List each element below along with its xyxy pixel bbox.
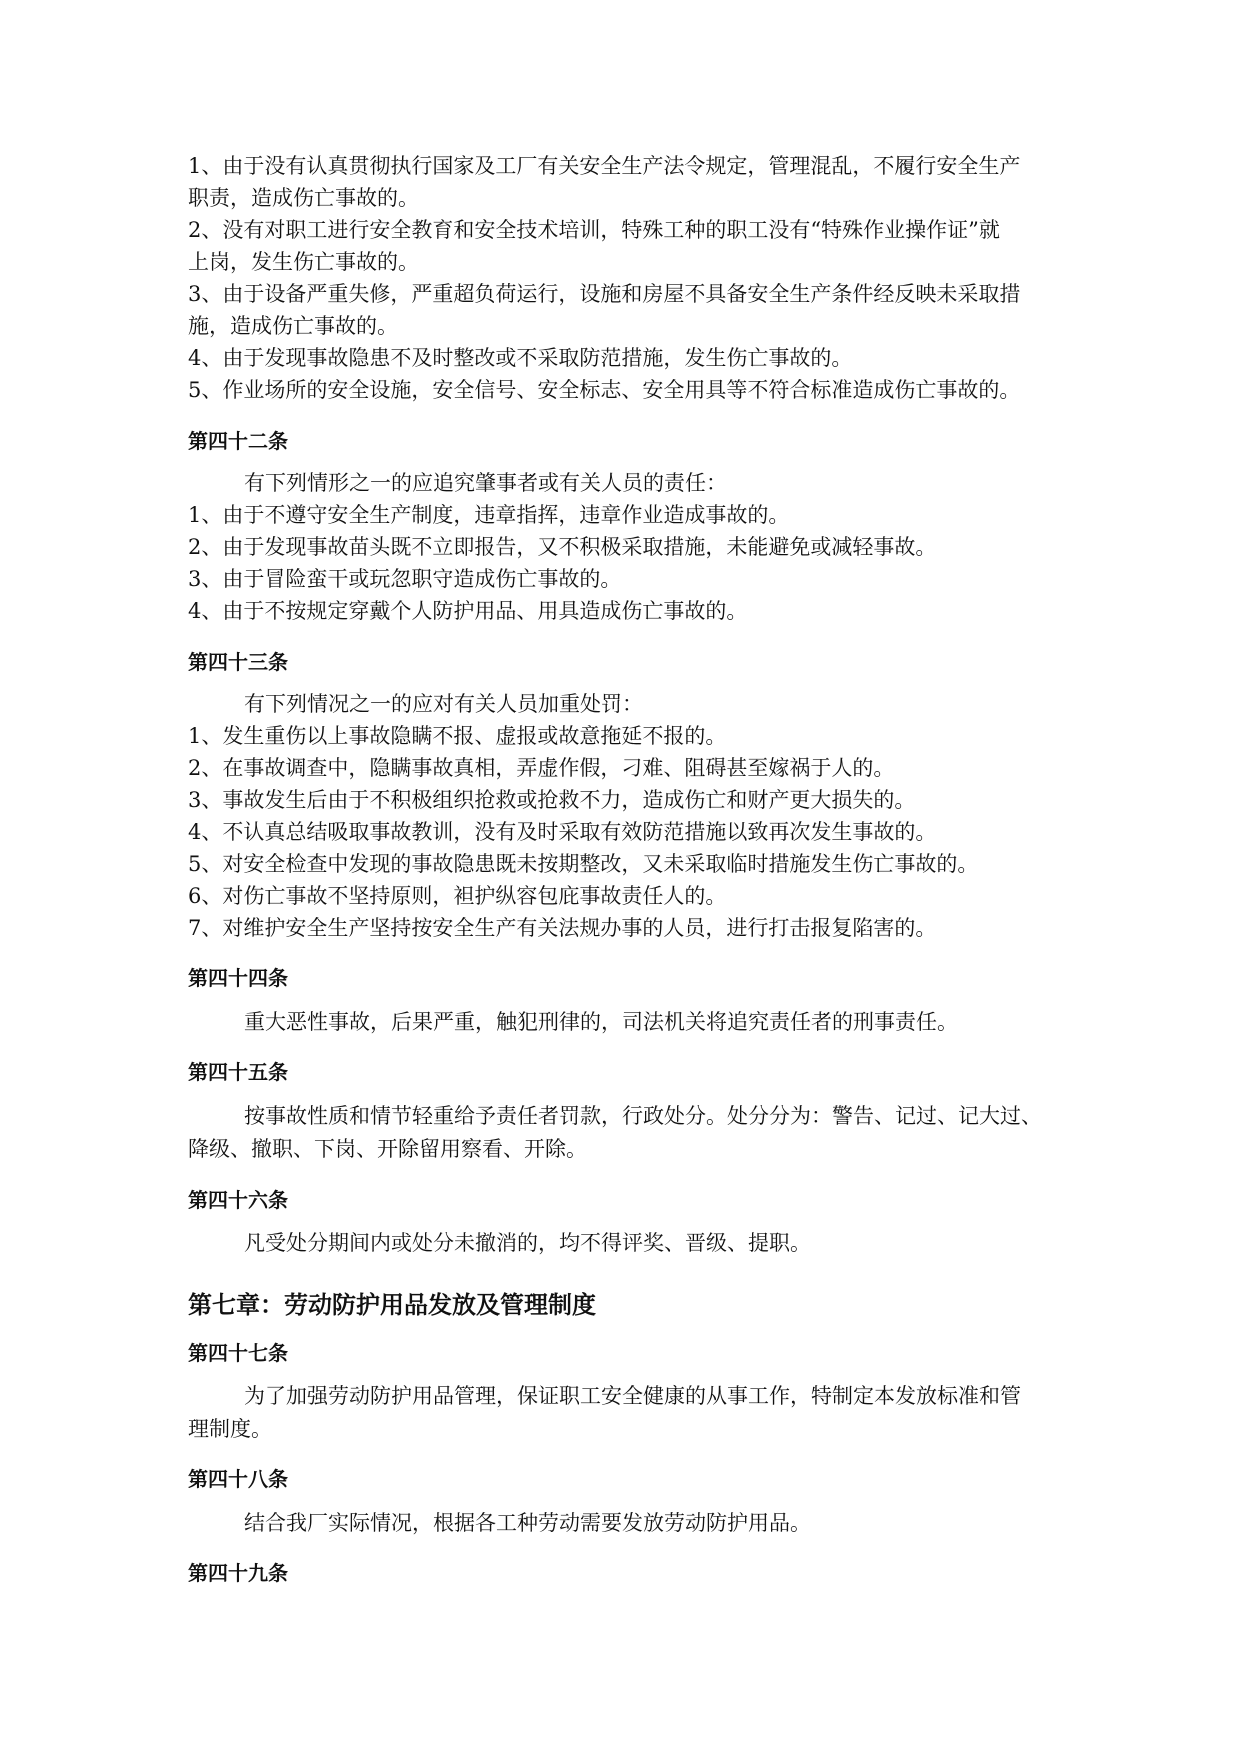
list-item: 4、由于发现事故隐患不及时整改或不采取防范措施，发生伤亡事故的。 bbox=[188, 346, 853, 370]
list-item: 3、由于设备严重失修，严重超负荷运行，设施和房屋不具备安全生产条件经反映未采取措 bbox=[188, 282, 1021, 306]
list-item: 施，造成伤亡事故的。 bbox=[188, 314, 398, 338]
article-heading: 第四十九条 bbox=[188, 1561, 288, 1585]
list-item: 4、不认真总结吸取事故教训，没有及时采取有效防范措施以致再次发生事故的。 bbox=[188, 820, 937, 844]
article-text: 结合我厂实际情况，根据各工种劳动需要发放劳动防护用品。 bbox=[244, 1511, 811, 1535]
article-heading: 第四十七条 bbox=[188, 1341, 288, 1365]
list-item: 3、事故发生后由于不积极组织抢救或抢救不力，造成伤亡和财产更大损失的。 bbox=[188, 788, 916, 812]
article-text: 重大恶性事故，后果严重，触犯刑律的，司法机关将追究责任者的刑事责任。 bbox=[244, 1010, 958, 1034]
list-item: 1、发生重伤以上事故隐瞒不报、虚报或故意拖延不报的。 bbox=[188, 724, 727, 748]
article-heading: 第四十五条 bbox=[188, 1060, 288, 1084]
list-item: 上岗，发生伤亡事故的。 bbox=[188, 250, 419, 274]
article-heading: 第四十二条 bbox=[188, 429, 288, 453]
article-text: 凡受处分期间内或处分未撤消的，均不得评奖、晋级、提职。 bbox=[244, 1231, 811, 1255]
list-item: 4、由于不按规定穿戴个人防护用品、用具造成伤亡事故的。 bbox=[188, 599, 748, 623]
list-item: 2、由于发现事故苗头既不立即报告，又不积极采取措施，未能避免或减轻事故。 bbox=[188, 535, 937, 559]
article-text: 为了加强劳动防护用品管理，保证职工安全健康的从事工作，特制定本发放标准和管 bbox=[244, 1384, 1021, 1408]
list-item: 1、由于没有认真贯彻执行国家及工厂有关安全生产法令规定，管理混乱，不履行安全生产 bbox=[188, 154, 1021, 178]
list-item: 2、在事故调查中，隐瞒事故真相，弄虚作假，刁难、阻碍甚至嫁祸于人的。 bbox=[188, 756, 895, 780]
chapter-title: 第七章：劳动防护用品发放及管理制度 bbox=[188, 1291, 596, 1319]
article-heading: 第四十四条 bbox=[188, 966, 288, 990]
list-item: 3、由于冒险蛮干或玩忽职守造成伤亡事故的。 bbox=[188, 567, 622, 591]
list-item: 6、对伤亡事故不坚持原则，袒护纵容包庇事故责任人的。 bbox=[188, 884, 727, 908]
list-item: 2、没有对职工进行安全教育和安全技术培训，特殊工种的职工没有“特殊作业操作证”就 bbox=[188, 218, 1000, 242]
list-item: 5、作业场所的安全设施，安全信号、安全标志、安全用具等不符合标准造成伤亡事故的。 bbox=[188, 378, 1021, 402]
article-heading: 第四十八条 bbox=[188, 1467, 288, 1491]
list-item: 职责，造成伤亡事故的。 bbox=[188, 186, 419, 210]
article-text: 按事故性质和情节轻重给予责任者罚款，行政处分。处分分为：警告、记过、记大过、 bbox=[244, 1104, 1042, 1128]
list-item: 7、对维护安全生产坚持按安全生产有关法规办事的人员，进行打击报复陷害的。 bbox=[188, 916, 937, 940]
article-heading: 第四十三条 bbox=[188, 650, 288, 674]
article-text: 降级、撤职、下岗、开除留用察看、开除。 bbox=[188, 1137, 587, 1161]
article-intro: 有下列情形之一的应追究肇事者或有关人员的责任： bbox=[244, 471, 727, 495]
article-heading: 第四十六条 bbox=[188, 1188, 288, 1212]
list-item: 5、对安全检查中发现的事故隐患既未按期整改，又未采取临时措施发生伤亡事故的。 bbox=[188, 852, 979, 876]
article-text: 理制度。 bbox=[188, 1417, 272, 1441]
list-item: 1、由于不遵守安全生产制度，违章指挥，违章作业造成事故的。 bbox=[188, 503, 790, 527]
article-intro: 有下列情况之一的应对有关人员加重处罚： bbox=[244, 692, 643, 716]
